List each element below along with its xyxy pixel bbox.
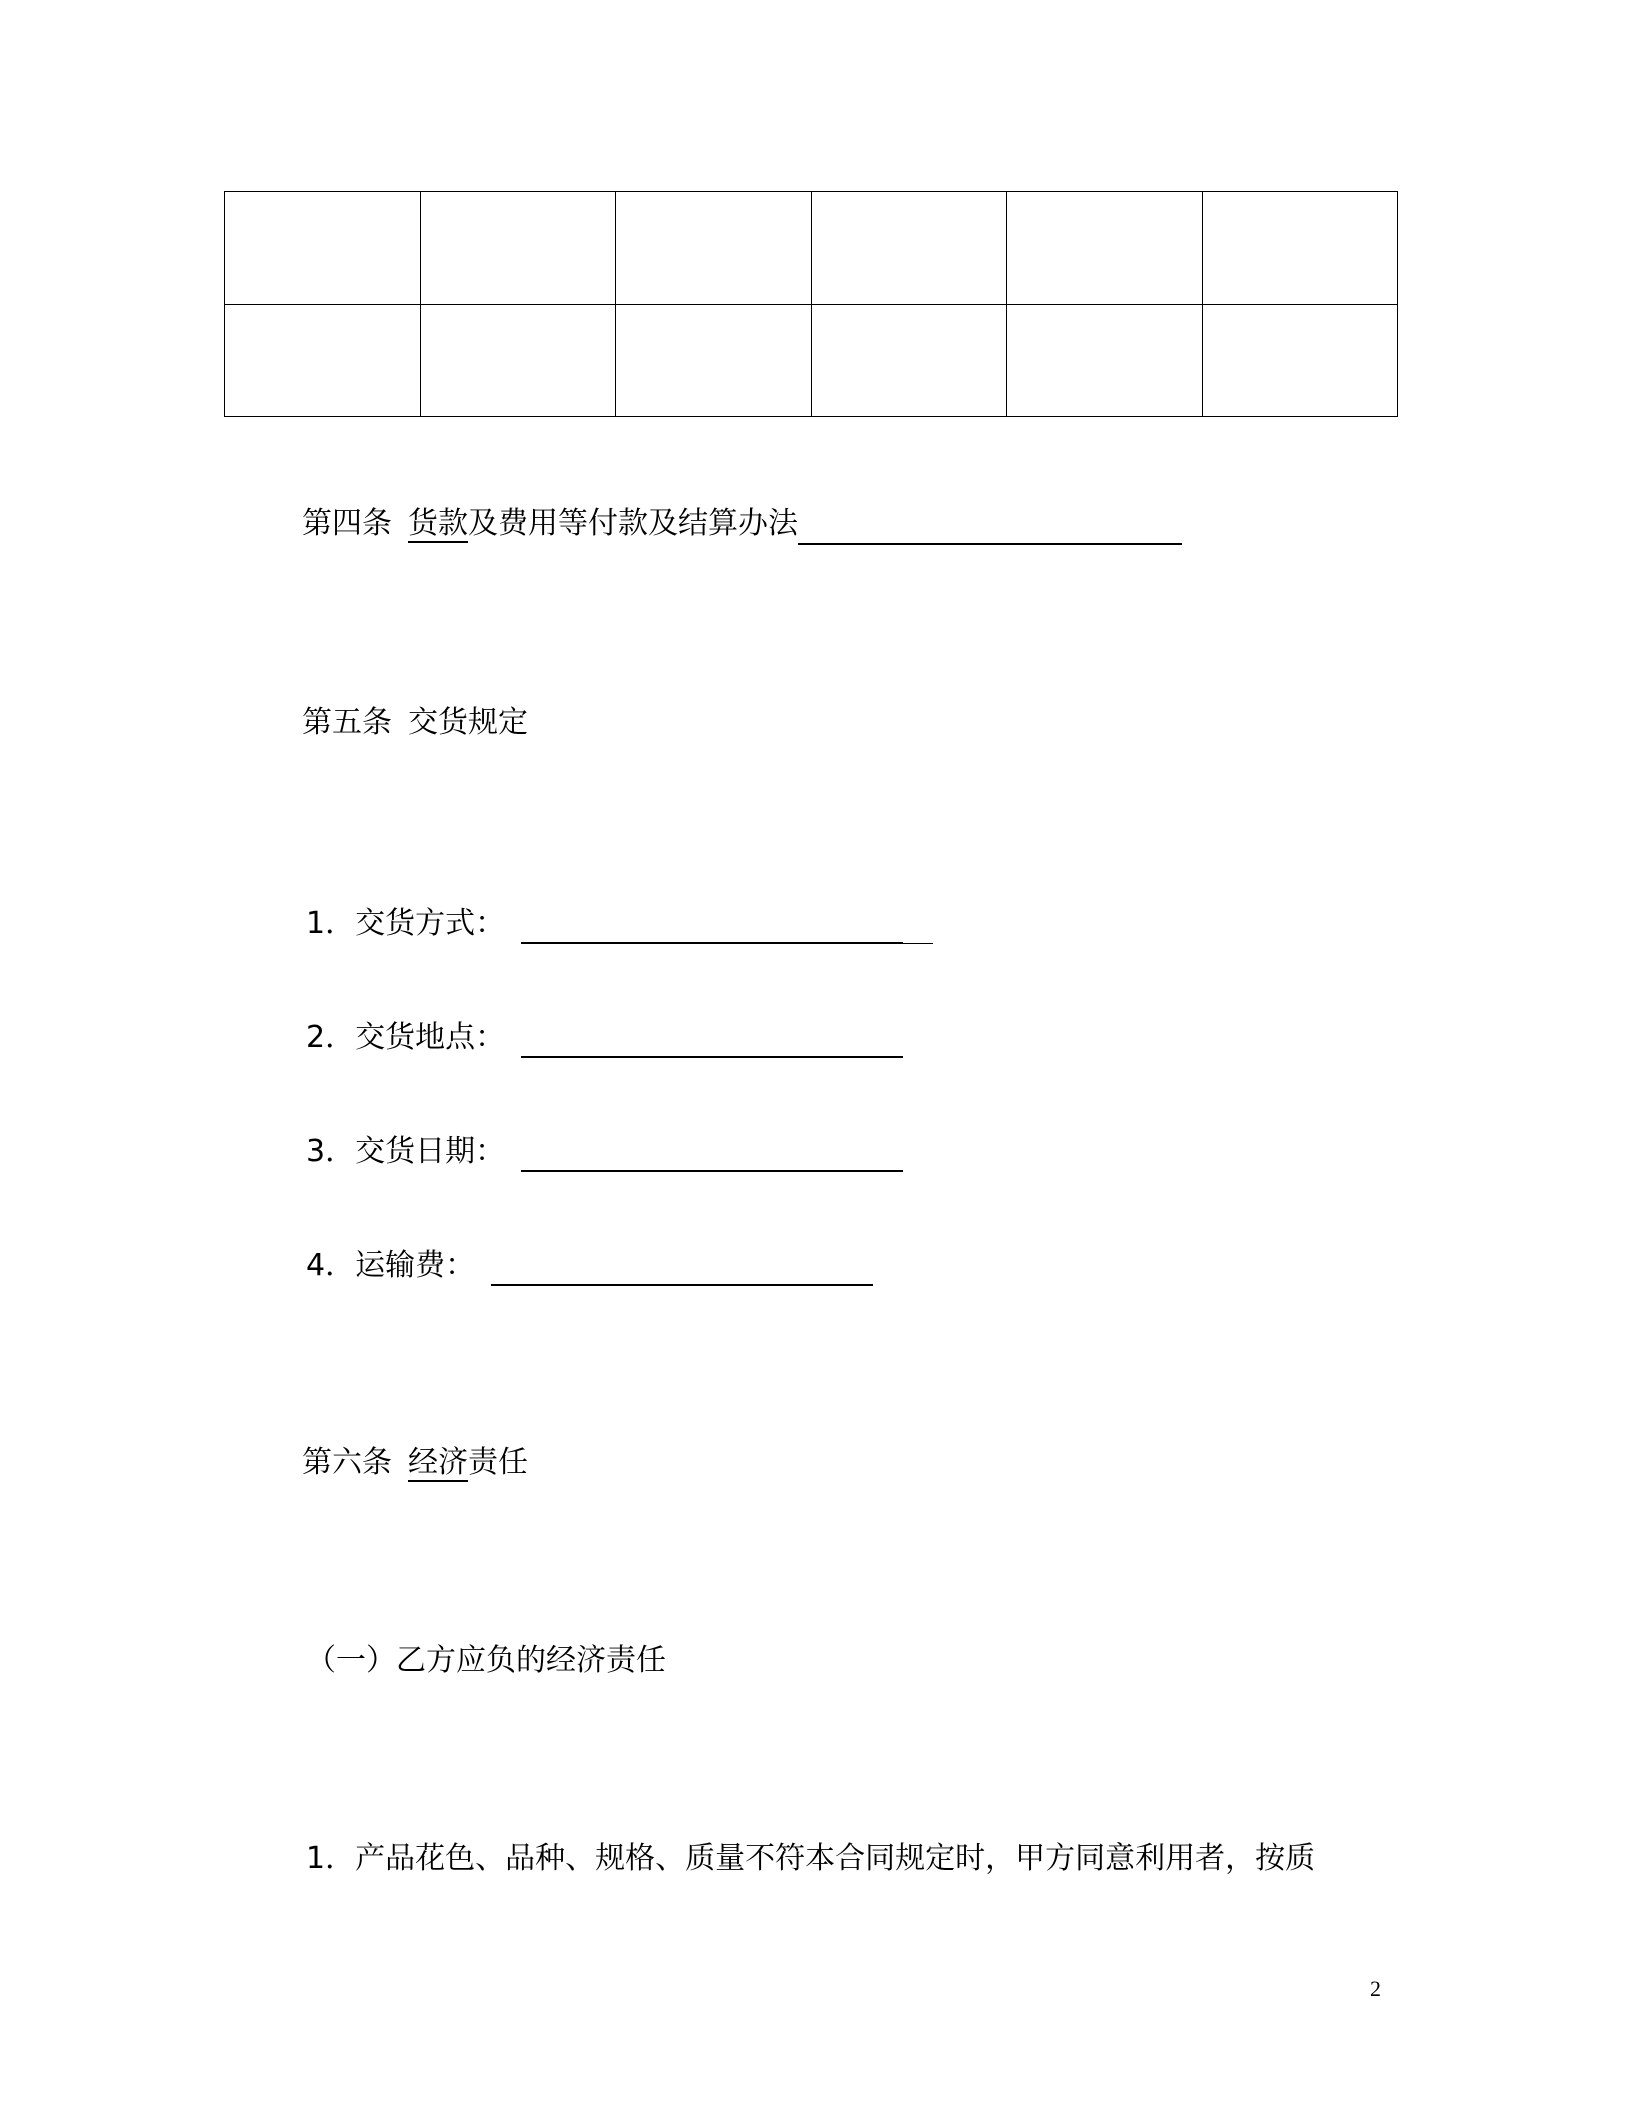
delivery-place-blank[interactable]: [521, 1022, 903, 1058]
table-cell: [811, 304, 1007, 417]
article-5-heading: [302, 703, 528, 743]
product-table: [224, 191, 1398, 417]
article-5-title: 交货规定: [408, 705, 528, 740]
delivery-method-line: [306, 904, 933, 944]
delivery-method-label: 交货方式：: [355, 906, 506, 941]
article-6-number: 第六条: [302, 1445, 392, 1480]
table-cell: [616, 304, 812, 417]
article-4-title: 及费用等付款及结算办法: [468, 506, 798, 541]
table-cell: [420, 304, 616, 417]
table-cell: [225, 304, 421, 417]
article-4-number: 第四条: [302, 506, 392, 541]
article-6-title: 责任: [468, 1445, 528, 1480]
article-4-blank[interactable]: [798, 509, 1182, 545]
article-6-underlined: 经济: [408, 1445, 468, 1480]
article-4-heading: [302, 504, 1182, 545]
page-number: 2: [1370, 1976, 1381, 2001]
delivery-method-blank[interactable]: [521, 908, 903, 944]
article-6-item-1: 1．产品花色、品种、规格、质量不符本合同规定时，甲方同意利用者，按质: [306, 1841, 1316, 1876]
table-cell: [811, 192, 1007, 305]
section-1-title: （一）乙方应负的经济责任: [306, 1643, 666, 1678]
delivery-date-blank[interactable]: [521, 1136, 903, 1172]
article-5-number: 第五条: [302, 705, 392, 740]
table-cell: [1007, 304, 1203, 417]
delivery-place-label: 交货地点：: [355, 1020, 506, 1055]
table-cell: [1202, 192, 1398, 305]
table-cell: [1007, 192, 1203, 305]
transport-fee-line: [306, 1246, 873, 1286]
table-cell: [1202, 304, 1398, 417]
table-cell: [616, 192, 812, 305]
item-number: 3．: [306, 1134, 356, 1169]
transport-fee-label: 运输费：: [355, 1248, 476, 1283]
table-cell: [225, 192, 421, 305]
table-row: [225, 192, 1398, 305]
transport-fee-blank[interactable]: [491, 1250, 873, 1286]
delivery-date-line: [306, 1132, 903, 1172]
table-cell: [420, 192, 616, 305]
delivery-method-blank-extension: [903, 911, 933, 944]
delivery-place-line: [306, 1018, 903, 1058]
item-number: 1．: [306, 906, 356, 941]
delivery-date-label: 交货日期：: [355, 1134, 506, 1169]
article-6-heading: [302, 1443, 528, 1483]
item-number: 2．: [306, 1020, 356, 1055]
table-row: [225, 304, 1398, 417]
item-number: 4．: [306, 1248, 356, 1283]
article-4-underlined: 货款: [408, 506, 468, 541]
